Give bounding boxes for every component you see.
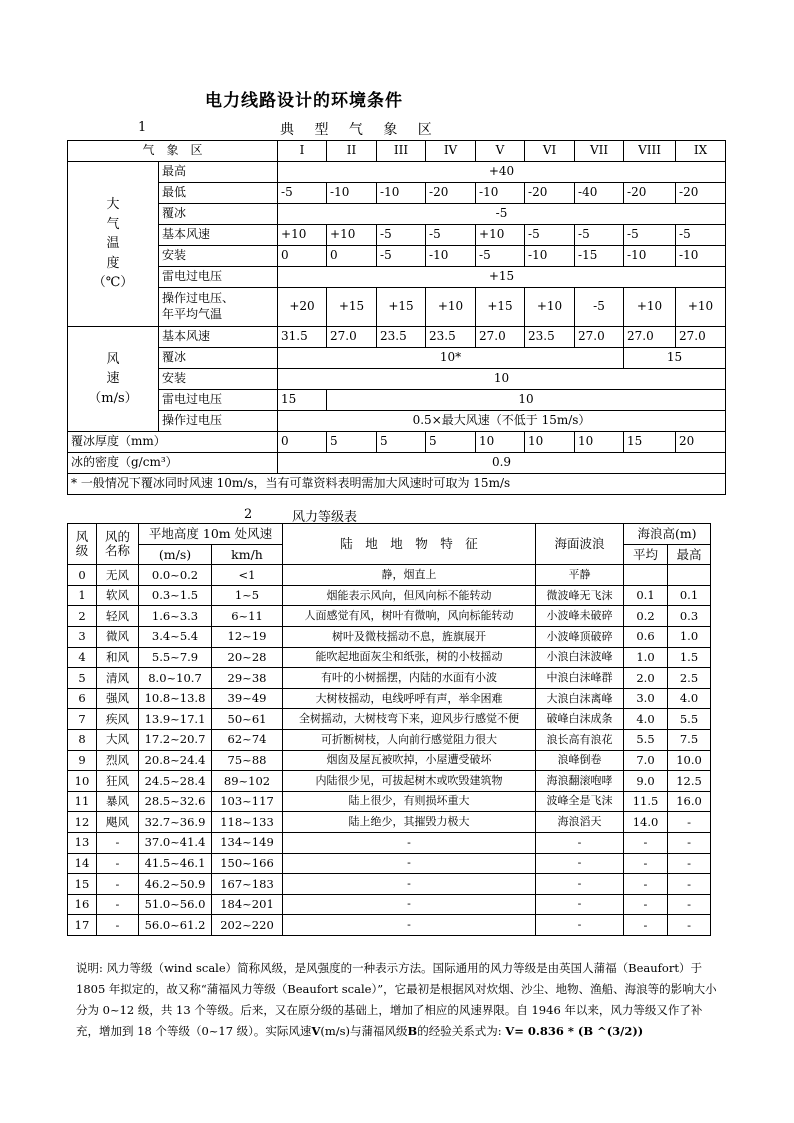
- cell-max: 0.3: [668, 606, 711, 627]
- cell: +10: [476, 225, 525, 246]
- formula: V= 0.836 * (B ^(3/2)): [505, 1024, 644, 1038]
- cell-land: -: [283, 832, 536, 853]
- cell-level: 4: [68, 647, 97, 668]
- cell: -10: [426, 246, 476, 267]
- cell-kmh: 29~38: [212, 668, 283, 689]
- cell-land: -: [283, 874, 536, 895]
- cell-avg: -: [624, 894, 668, 915]
- cell: +15: [327, 288, 377, 327]
- cell: -5: [377, 246, 426, 267]
- table-row: [68, 832, 711, 853]
- cell-level: 13: [68, 832, 97, 853]
- cell-level: 12: [68, 812, 97, 833]
- cell-land: 全树摇动，大树枝弯下来，迎风步行感觉不便: [283, 709, 536, 730]
- table-row: [68, 791, 711, 812]
- cell-sea: 海浪翻滚咆哮: [536, 771, 624, 792]
- cell: -10: [525, 246, 575, 267]
- cell: -5: [426, 225, 476, 246]
- cell: -5: [525, 225, 575, 246]
- header-speed: 平地高度 10m 处风速: [139, 524, 283, 545]
- cell-sea: 平静: [536, 565, 624, 586]
- cell-level: 2: [68, 606, 97, 627]
- cell: -40: [575, 183, 624, 204]
- table-row: [68, 606, 711, 627]
- cell: +10: [624, 288, 676, 327]
- cell-max: 0.1: [668, 585, 711, 606]
- table1-note: * 一般情况下覆冰同时风速 10m/s，当有可靠资料表明需加大风速时可取为 15m/s: [68, 474, 726, 495]
- cell-land: 有叶的小树摇摆，内陆的水面有小波: [283, 668, 536, 689]
- cell-sea: 小浪白沫波峰: [536, 647, 624, 668]
- cell-kmh: 1~5: [212, 585, 283, 606]
- cell: +20: [278, 288, 327, 327]
- zone-header: III: [377, 141, 426, 162]
- table1-caption: 典 型 气 象 区: [280, 122, 440, 138]
- cell: 15: [278, 390, 327, 411]
- cell-sea: 中浪白沫峰群: [536, 668, 624, 689]
- table-row: [68, 812, 711, 833]
- cell-kmh: 62~74: [212, 729, 283, 750]
- cell-max: 4.0: [668, 688, 711, 709]
- cell: -10: [624, 246, 676, 267]
- cell-ms: 0.3~1.5: [139, 585, 212, 606]
- header-name: 风的 名称: [97, 524, 139, 565]
- cell-ms: 24.5~28.4: [139, 771, 212, 792]
- cell-ms: 51.0~56.0: [139, 894, 212, 915]
- cell-name: 无风: [97, 565, 139, 586]
- table-row: [68, 874, 711, 895]
- cell-max: 2.5: [668, 668, 711, 689]
- cell-land: 烟囱及屋瓦被吹掉，小屋遭受破坏: [283, 750, 536, 771]
- temperature-group-label: 大 气 温 度 （℃）: [68, 162, 159, 327]
- cell-avg: 14.0: [624, 812, 668, 833]
- cell-kmh: 134~149: [212, 832, 283, 853]
- cell-sea: 小波峰顶破碎: [536, 626, 624, 647]
- table-row: [68, 750, 711, 771]
- cell-level: 14: [68, 853, 97, 874]
- row-label: 基本风速: [159, 225, 278, 246]
- cell: -10: [327, 183, 377, 204]
- zone-header-row: [68, 141, 726, 162]
- table-row: [68, 626, 711, 647]
- table2-number: 2: [244, 507, 253, 522]
- row-label: 操作过电压、 年平均气温: [159, 288, 278, 327]
- cell-max: -: [668, 915, 711, 936]
- zone-header: VIII: [624, 141, 676, 162]
- cell-name: -: [97, 894, 139, 915]
- cell: -15: [575, 246, 624, 267]
- cell-max: -: [668, 874, 711, 895]
- cell-land: 陆上绝少，其摧毁力极大: [283, 812, 536, 833]
- cell-avg: 7.0: [624, 750, 668, 771]
- cell: 10: [525, 432, 575, 453]
- cell-kmh: 118~133: [212, 812, 283, 833]
- cell-land: 大树枝摇动，电线呼呼有声，举伞困难: [283, 688, 536, 709]
- cell: 10: [476, 432, 525, 453]
- cell-kmh: 12~19: [212, 626, 283, 647]
- cell-land: 烟能表示风向，但风向标不能转动: [283, 585, 536, 606]
- cell-name: -: [97, 915, 139, 936]
- cell: +10: [426, 288, 476, 327]
- cell-sea: 微波峰无飞沫: [536, 585, 624, 606]
- cell-name: 微风: [97, 626, 139, 647]
- cell: +15: [278, 267, 726, 288]
- cell-kmh: 103~117: [212, 791, 283, 812]
- cell-land: 树叶及微枝摇动不息，旌旗展开: [283, 626, 536, 647]
- cell: -20: [426, 183, 476, 204]
- cell: -5: [476, 246, 525, 267]
- cell-name: 烈风: [97, 750, 139, 771]
- cell-ms: 3.4~5.4: [139, 626, 212, 647]
- cell-level: 0: [68, 565, 97, 586]
- cell-kmh: 50~61: [212, 709, 283, 730]
- cell-name: 和风: [97, 647, 139, 668]
- zone-header: VII: [575, 141, 624, 162]
- cell-level: 16: [68, 894, 97, 915]
- zone-header-label: 气 象 区: [68, 141, 278, 162]
- cell-sea: -: [536, 915, 624, 936]
- cell-level: 9: [68, 750, 97, 771]
- cell-name: 清风: [97, 668, 139, 689]
- cell-kmh: <1: [212, 565, 283, 586]
- cell-sea: -: [536, 874, 624, 895]
- table-row: [68, 771, 711, 792]
- cell-sea: -: [536, 832, 624, 853]
- row-label: 覆冰厚度（mm）: [68, 432, 278, 453]
- cell-land: 内陆很少见，可拔起树木或吹毁建筑物: [283, 771, 536, 792]
- table1-number: 1: [138, 120, 147, 135]
- cell-sea: 浪长高有浪花: [536, 729, 624, 750]
- cell-ms: 13.9~17.1: [139, 709, 212, 730]
- cell: -20: [525, 183, 575, 204]
- cell-avg: [624, 565, 668, 586]
- row-label: 覆冰: [159, 348, 278, 369]
- cell-max: -: [668, 832, 711, 853]
- row-label: 雷电过电压: [159, 390, 278, 411]
- wind-group-label: 风 速 （m/s）: [68, 327, 159, 432]
- cell: 27.0: [575, 327, 624, 348]
- zone-header: V: [476, 141, 525, 162]
- cell-land: -: [283, 915, 536, 936]
- cell-max: 1.5: [668, 647, 711, 668]
- cell-level: 5: [68, 668, 97, 689]
- cell-name: -: [97, 832, 139, 853]
- table-row: [68, 709, 711, 730]
- zone-header: IX: [676, 141, 726, 162]
- cell-avg: 0.1: [624, 585, 668, 606]
- header-sea: 海面波浪: [536, 524, 624, 565]
- cell-max: 5.5: [668, 709, 711, 730]
- row-label: 最低: [159, 183, 278, 204]
- cell: +40: [278, 162, 726, 183]
- cell-ms: 5.5~7.9: [139, 647, 212, 668]
- table-row: [68, 565, 711, 586]
- cell: 0.9: [278, 453, 726, 474]
- cell: +10: [278, 225, 327, 246]
- cell: 23.5: [377, 327, 426, 348]
- cell: 27.0: [676, 327, 726, 348]
- cell: 10: [575, 432, 624, 453]
- header-ms: (m/s): [139, 544, 212, 565]
- header-max: 最高: [668, 544, 711, 565]
- cell-kmh: 89~102: [212, 771, 283, 792]
- cell: -10: [476, 183, 525, 204]
- cell-kmh: 150~166: [212, 853, 283, 874]
- cell-max: -: [668, 853, 711, 874]
- cell-sea: 浪峰倒卷: [536, 750, 624, 771]
- cell-ms: 28.5~32.6: [139, 791, 212, 812]
- cell-name: 轻风: [97, 606, 139, 627]
- cell-max: 1.0: [668, 626, 711, 647]
- cell: 31.5: [278, 327, 327, 348]
- row-label: 安装: [159, 369, 278, 390]
- table-row: [68, 853, 711, 874]
- cell: 27.0: [624, 327, 676, 348]
- cell: 27.0: [327, 327, 377, 348]
- header-land: 陆 地 地 物 特 征: [283, 524, 536, 565]
- cell-max: -: [668, 812, 711, 833]
- cell-sea: 波峰全是飞沫: [536, 791, 624, 812]
- cell-level: 11: [68, 791, 97, 812]
- row-label: 最高: [159, 162, 278, 183]
- cell: 23.5: [525, 327, 575, 348]
- cell: +10: [676, 288, 726, 327]
- row-label: 冰的密度（g/cm³）: [68, 453, 278, 474]
- cell: 0: [278, 432, 327, 453]
- cell-name: -: [97, 853, 139, 874]
- cell-avg: 5.5: [624, 729, 668, 750]
- cell-ms: 32.7~36.9: [139, 812, 212, 833]
- zone-header: VI: [525, 141, 575, 162]
- cell-sea: 大浪白沫离峰: [536, 688, 624, 709]
- table-row: [68, 668, 711, 689]
- cell: +10: [327, 225, 377, 246]
- cell-max: 12.5: [668, 771, 711, 792]
- cell: -5: [278, 183, 327, 204]
- cell-level: 7: [68, 709, 97, 730]
- cell-sea: 破峰白沫成条: [536, 709, 624, 730]
- cell-max: 16.0: [668, 791, 711, 812]
- cell-kmh: 202~220: [212, 915, 283, 936]
- header-avg: 平均: [624, 544, 668, 565]
- cell: 10*: [278, 348, 624, 369]
- zone-header: II: [327, 141, 377, 162]
- cell: 0.5×最大风速（不低于 15m/s）: [278, 411, 726, 432]
- cell-name: 强风: [97, 688, 139, 709]
- beaufort-table: [67, 523, 711, 936]
- cell: 15: [624, 348, 726, 369]
- cell-name: 大风: [97, 729, 139, 750]
- row-label: 雷电过电压: [159, 267, 278, 288]
- cell: 15: [624, 432, 676, 453]
- cell-ms: 41.5~46.1: [139, 853, 212, 874]
- table-row: [68, 915, 711, 936]
- cell-avg: 4.0: [624, 709, 668, 730]
- cell: -5: [377, 225, 426, 246]
- table-row: [68, 729, 711, 750]
- cell-avg: 9.0: [624, 771, 668, 792]
- row-label: 覆冰: [159, 204, 278, 225]
- cell: -5: [676, 225, 726, 246]
- cell: 0: [327, 246, 377, 267]
- cell-level: 8: [68, 729, 97, 750]
- header-kmh: km/h: [212, 544, 283, 565]
- cell: 27.0: [476, 327, 525, 348]
- cell-level: 17: [68, 915, 97, 936]
- cell: -5: [575, 288, 624, 327]
- cell-ms: 46.2~50.9: [139, 874, 212, 895]
- cell-sea: -: [536, 894, 624, 915]
- cell-ms: 8.0~10.7: [139, 668, 212, 689]
- cell-land: 人面感觉有风，树叶有微响，风向标能转动: [283, 606, 536, 627]
- cell-level: 15: [68, 874, 97, 895]
- cell-avg: -: [624, 832, 668, 853]
- cell-avg: 1.0: [624, 647, 668, 668]
- beaufort-rows: [68, 565, 711, 936]
- cell-name: 软风: [97, 585, 139, 606]
- row-label: 基本风速: [159, 327, 278, 348]
- footnote: [76, 958, 722, 1042]
- cell-avg: 0.2: [624, 606, 668, 627]
- cell: -20: [676, 183, 726, 204]
- cell: -10: [676, 246, 726, 267]
- cell-land: 可折断树枝，人向前行感觉阻力很大: [283, 729, 536, 750]
- cell-max: 7.5: [668, 729, 711, 750]
- cell-avg: 2.0: [624, 668, 668, 689]
- cell: +10: [525, 288, 575, 327]
- cell-avg: -: [624, 853, 668, 874]
- cell-ms: 17.2~20.7: [139, 729, 212, 750]
- table2-caption: 风力等级表: [292, 510, 358, 525]
- cell-sea: -: [536, 853, 624, 874]
- table-row: [68, 585, 711, 606]
- cell-ms: 20.8~24.4: [139, 750, 212, 771]
- cell: -5: [278, 204, 726, 225]
- cell-ms: 0.0~0.2: [139, 565, 212, 586]
- cell: -20: [624, 183, 676, 204]
- zone-header: IV: [426, 141, 476, 162]
- header-wave: 海浪高(m): [624, 524, 711, 545]
- cell-ms: 1.6~3.3: [139, 606, 212, 627]
- cell-ms: 56.0~61.2: [139, 915, 212, 936]
- cell-land: 能吹起地面灰尘和纸张，树的小枝摇动: [283, 647, 536, 668]
- beaufort-symbol: B: [407, 1024, 418, 1038]
- cell: 10: [278, 369, 726, 390]
- table-row: [68, 894, 711, 915]
- cell: -5: [624, 225, 676, 246]
- footnote-rel: 的经验关系式为:: [417, 1024, 502, 1038]
- velocity-symbol: V: [311, 1024, 321, 1038]
- page-title: 电力线路设计的环境条件: [205, 91, 403, 111]
- cell-name: 飓风: [97, 812, 139, 833]
- zone-header: I: [278, 141, 327, 162]
- header-level: 风 级: [68, 524, 97, 565]
- climate-zone-table: [67, 140, 726, 495]
- table-row: [68, 647, 711, 668]
- cell-max: [668, 565, 711, 586]
- cell-avg: 11.5: [624, 791, 668, 812]
- cell-ms: 37.0~41.4: [139, 832, 212, 853]
- cell: +15: [476, 288, 525, 327]
- cell-name: 疾风: [97, 709, 139, 730]
- cell-ms: 10.8~13.8: [139, 688, 212, 709]
- cell-max: -: [668, 894, 711, 915]
- cell-sea: 海浪滔天: [536, 812, 624, 833]
- cell: 5: [426, 432, 476, 453]
- cell-land: -: [283, 853, 536, 874]
- cell-level: 1: [68, 585, 97, 606]
- cell: -10: [377, 183, 426, 204]
- cell-kmh: 75~88: [212, 750, 283, 771]
- footnote-text: 说明: 风力等级（wind scale）简称风级，是风强度的一种表示方法。国际通用的风力等级是由英国人蒲福（Beaufort）于 1805 年拟定的，故又称“蒲福风力等级（Beaufort scale）”，它最初是根据风对炊烟、沙尘、地物、渔船、海浪等的影响大小分为 0~12 级，共 13 个等级。后来，又在原分级的基础上，增加了相应的风速界限。自 1946 年以来，风力等级又作了补充，增加到 18 个等级（0~17 级）。实际风速: [76, 961, 717, 1038]
- row-label: 操作过电压: [159, 411, 278, 432]
- cell: 5: [377, 432, 426, 453]
- cell-name: -: [97, 874, 139, 895]
- cell-name: 暴风: [97, 791, 139, 812]
- cell-sea: 小波峰未破碎: [536, 606, 624, 627]
- cell-land: -: [283, 894, 536, 915]
- cell-kmh: 6~11: [212, 606, 283, 627]
- footnote-mid: (m/s)与蒲福风级: [320, 1024, 408, 1038]
- cell: -5: [575, 225, 624, 246]
- cell-name: 狂风: [97, 771, 139, 792]
- cell-kmh: 184~201: [212, 894, 283, 915]
- cell-avg: -: [624, 915, 668, 936]
- cell-land: 陆上很少，有则损坏重大: [283, 791, 536, 812]
- cell: 10: [327, 390, 726, 411]
- row-label: 安装: [159, 246, 278, 267]
- cell: +15: [377, 288, 426, 327]
- cell-kmh: 39~49: [212, 688, 283, 709]
- cell-kmh: 20~28: [212, 647, 283, 668]
- cell: 23.5: [426, 327, 476, 348]
- cell-avg: 0.6: [624, 626, 668, 647]
- cell-avg: 3.0: [624, 688, 668, 709]
- cell-level: 6: [68, 688, 97, 709]
- cell: 5: [327, 432, 377, 453]
- cell-land: 静，烟直上: [283, 565, 536, 586]
- cell-level: 10: [68, 771, 97, 792]
- cell: 20: [676, 432, 726, 453]
- cell-avg: -: [624, 874, 668, 895]
- cell-level: 3: [68, 626, 97, 647]
- table-row: [68, 688, 711, 709]
- cell-kmh: 167~183: [212, 874, 283, 895]
- cell-max: 10.0: [668, 750, 711, 771]
- cell: 0: [278, 246, 327, 267]
